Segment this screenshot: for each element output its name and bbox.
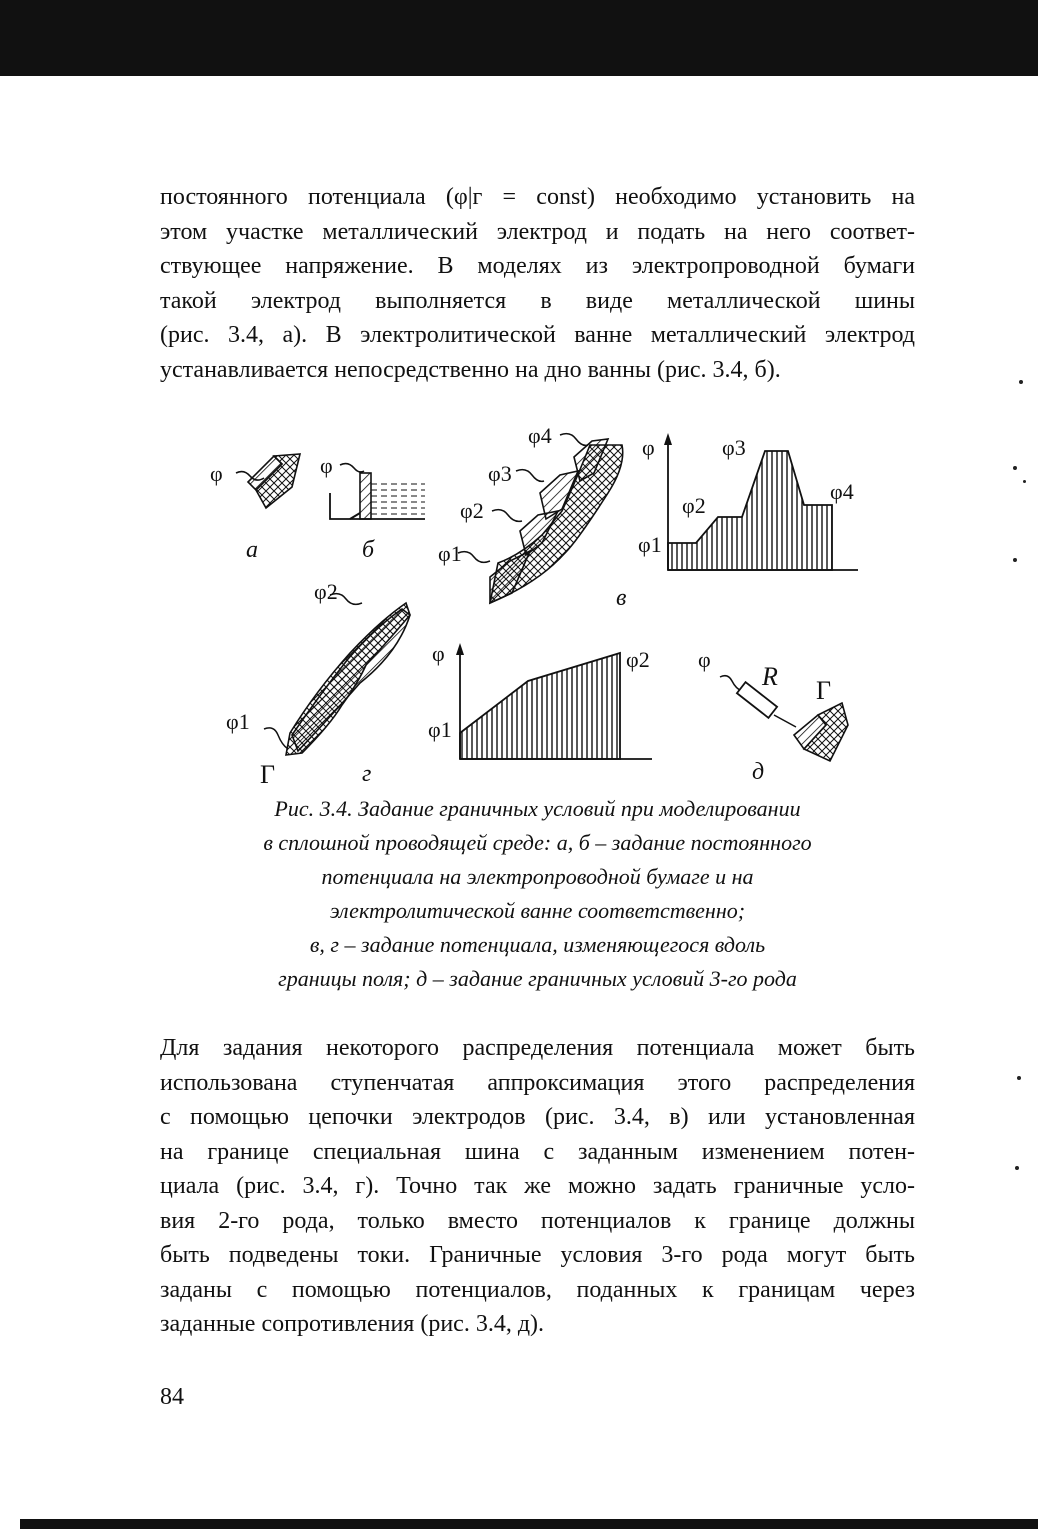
phi-label: φ: [698, 647, 711, 672]
lead-out: [774, 715, 796, 727]
lead-2: [492, 510, 522, 522]
subfigure-d: [698, 647, 848, 785]
phi3-label: φ3: [722, 435, 746, 460]
figure-caption: [160, 792, 915, 996]
sub-label-b: б: [362, 537, 375, 563]
sub-label-v: в: [616, 585, 627, 611]
scan-speck: [1013, 466, 1017, 470]
caption-line: Рис. 3.4. Задание граничных условий при моделировании: [274, 796, 801, 821]
caption-line: электролитической ванне соответственно;: [329, 898, 746, 923]
text-line: этом участке металлический электрод и подать на него соответ-: [160, 218, 915, 245]
page-number: 84: [160, 1384, 184, 1410]
phi2-label: φ2: [626, 647, 650, 672]
lead-1: [458, 552, 490, 563]
text-line: постоянного потенциала (φ|г = const) необходимо установить на: [160, 184, 915, 210]
text-line: Для задания некоторого распределения потенциала может быть: [160, 1035, 915, 1061]
text-line: с помощью цепочки электродов (рис. 3.4, в) или установленная: [160, 1104, 915, 1130]
phi4-label: φ4: [528, 423, 552, 448]
resistor-label: R: [762, 662, 778, 691]
paragraph-bottom: [160, 1031, 915, 1342]
phi1-label: φ1: [438, 541, 462, 566]
subfigure-v-electrodes: [438, 423, 626, 611]
phi3-label: φ3: [488, 461, 512, 486]
scan-speck: [1013, 558, 1017, 562]
phi4-label: φ4: [830, 479, 854, 504]
scan-border-bottom: [20, 1519, 1038, 1529]
text-line: устанавливается непосредственно на дно ванны (рис. 3.4, б).: [160, 356, 781, 383]
lead-1: [264, 728, 288, 749]
scan-border-top: [0, 0, 1038, 76]
scan-speck: [1019, 380, 1023, 384]
gamma-label: Г: [816, 676, 832, 705]
subfigure-a: [210, 454, 300, 563]
scan-speck: [1015, 1166, 1019, 1170]
text-line: использована ступенчатая аппроксимация этого распределения: [160, 1069, 915, 1096]
potential-bus: [286, 603, 410, 755]
subfigure-b: [320, 453, 425, 563]
subfigure-v-chart: [638, 433, 858, 570]
subfigure-g-bus: [226, 579, 410, 789]
text-line: (рис. 3.4, а). В электролитической ванне металлический электрод: [160, 322, 915, 348]
text-line: циала (рис. 3.4, г). Точно так же можно задать граничные усло-: [160, 1173, 915, 1199]
phi-label: φ: [320, 453, 333, 478]
sub-label-a: а: [246, 537, 258, 563]
scan-speck: [1023, 480, 1026, 483]
y-axis-arrow: [456, 643, 464, 655]
gamma-label: Г: [260, 760, 276, 789]
electrode-lead: [340, 464, 364, 472]
text-line: быть подведены токи. Граничные условия 3-го рода могут быть: [160, 1242, 915, 1268]
text-line: заданы с помощью потенциалов, поданных к границам через: [160, 1276, 915, 1303]
phi2-label: φ2: [460, 498, 484, 523]
phi-label: φ: [210, 461, 223, 486]
lead-4: [560, 434, 588, 446]
text-line: на границе специальная шина с заданным изменением потен-: [160, 1138, 915, 1165]
phi-axis-label: φ: [432, 641, 445, 666]
sub-label-d: д: [752, 759, 765, 785]
lead-3: [516, 470, 544, 482]
bath-electrode: [360, 473, 371, 519]
phi1-label: φ1: [428, 717, 452, 742]
phi1-label: φ1: [638, 532, 662, 557]
electrolyte: [371, 483, 425, 519]
figure-3-4: [190, 415, 880, 790]
phi2-label: φ2: [314, 579, 338, 604]
lead-in: [720, 676, 742, 691]
caption-line: потенциала на электропроводной бумаге и на: [321, 864, 754, 889]
sub-label-g: г: [362, 761, 372, 787]
bottom-contact: [350, 513, 360, 519]
linear-profile: [460, 653, 620, 759]
scan-speck: [1017, 1076, 1021, 1080]
phi1-label: φ1: [226, 709, 250, 734]
text-line: заданные сопротивления (рис. 3.4, д).: [160, 1311, 545, 1337]
paragraph-top: [160, 180, 915, 387]
caption-line: в сплошной проводящей среде: а, б – задание постоянного: [263, 830, 812, 855]
y-axis-arrow: [664, 433, 672, 445]
text-line: вия 2-го рода, только вместо потенциалов к границе должны: [160, 1207, 915, 1234]
text-line: такой электрод выполняется в виде металлической шины: [160, 287, 915, 314]
text-line: ствующее напряжение. В моделях из электропроводной бумаги: [160, 253, 915, 279]
caption-line: границы поля; д – задание граничных условий 3-го рода: [278, 966, 797, 991]
caption-line: в, г – задание потенциала, изменяющегося вдоль: [309, 932, 766, 957]
subfigure-g-chart: [428, 641, 652, 759]
phi2-label: φ2: [682, 493, 706, 518]
phi-axis-label: φ: [642, 435, 655, 460]
